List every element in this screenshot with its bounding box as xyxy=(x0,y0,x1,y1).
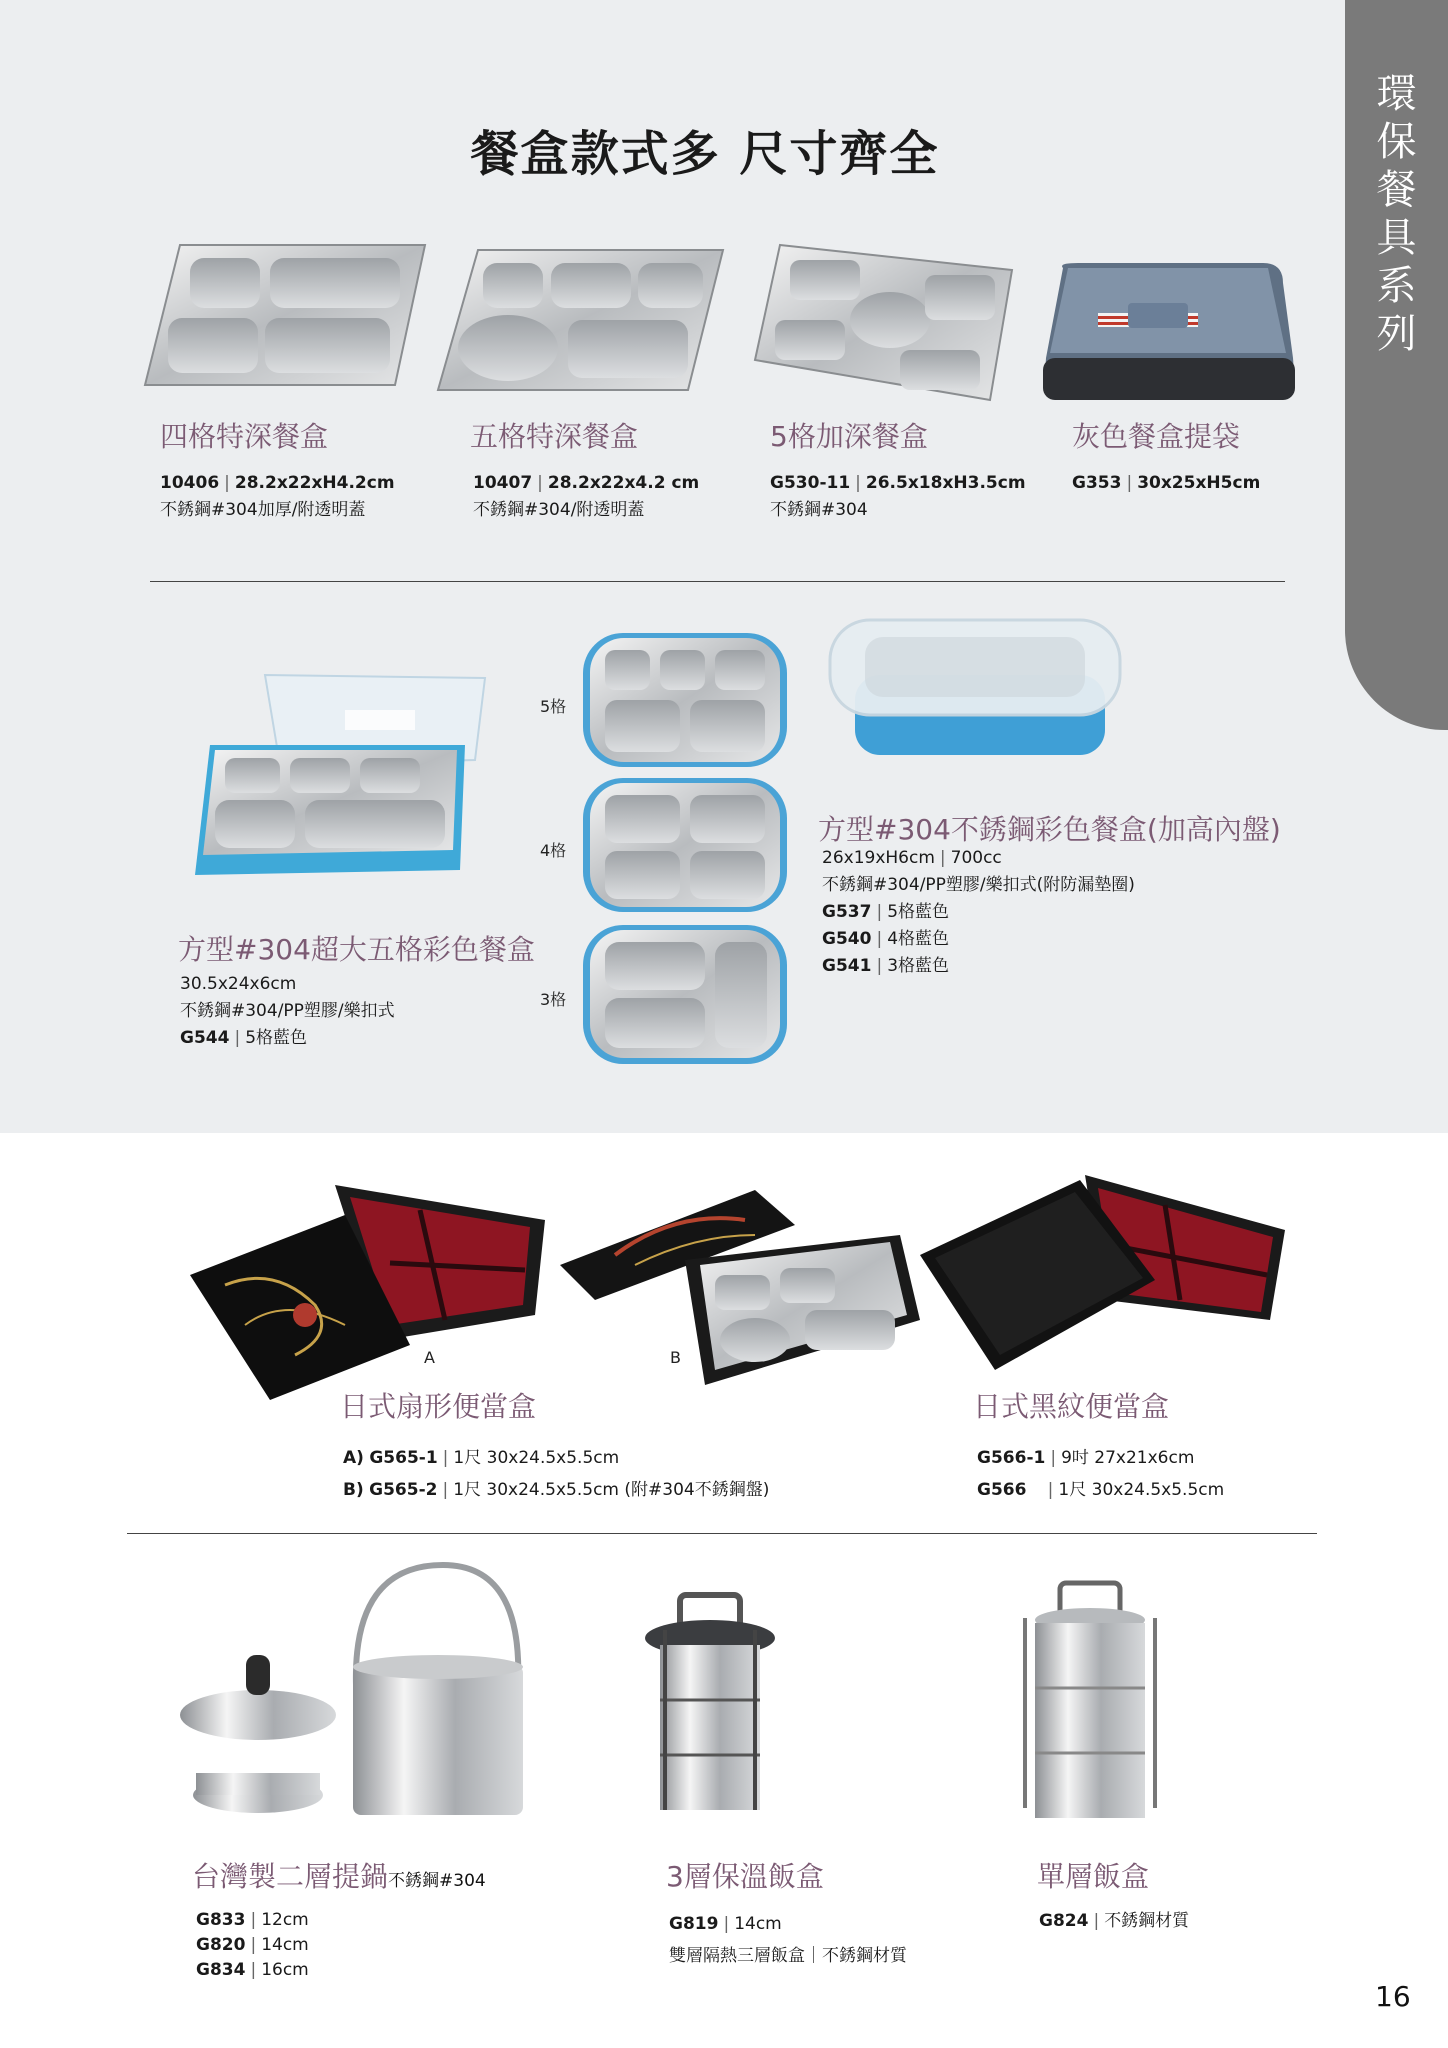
side-tab-char: 具 xyxy=(1376,215,1417,261)
product-desc: 1尺 30x24.5x5.5cm (附#304不銹鋼盤) xyxy=(453,1480,770,1500)
item-prefix: A) xyxy=(343,1448,364,1468)
product-code: G537 xyxy=(822,902,872,922)
product-title: 5格加深餐盒 xyxy=(770,420,928,453)
two-layer-carrier-pot-image xyxy=(178,1555,538,1825)
product-desc: 14cm xyxy=(734,1914,782,1934)
product-size: 26.5x18xH3.5cm xyxy=(865,473,1026,493)
single-layer-lunch-box-image xyxy=(1015,1578,1165,1828)
product-code: G566-1 xyxy=(977,1448,1046,1468)
product-material: 不銹鋼#304 xyxy=(770,500,868,520)
product-variant: 4格藍色 xyxy=(887,929,950,949)
grey-lunchbox-bag-image xyxy=(1038,258,1300,410)
product-code: G565-2 xyxy=(369,1480,438,1500)
product-title: 3層保溫飯盒 xyxy=(666,1860,824,1893)
side-tab-char: 餐 xyxy=(1376,167,1417,213)
product-title: 方型#304不銹鋼彩色餐盒(加高內盤) xyxy=(818,813,1281,846)
product-desc: 1尺 30x24.5x5.5cm xyxy=(1058,1480,1225,1500)
product-material: 不銹鋼#304/PP塑膠/樂扣式 xyxy=(180,1001,395,1021)
three-grid-inner-tray-image xyxy=(580,922,790,1067)
product-code: 10407 xyxy=(473,473,533,493)
side-tab-char: 系 xyxy=(1376,263,1417,309)
side-category-tab xyxy=(1345,0,1448,730)
side-tab-char: 保 xyxy=(1376,119,1417,165)
side-tab-char: 環 xyxy=(1376,71,1417,117)
product-material: 不銹鋼#304加厚/附透明蓋 xyxy=(160,500,366,520)
five-compartment-tray-image xyxy=(433,245,728,395)
product-code: G541 xyxy=(822,956,872,976)
product-title: 五格特深餐盒 xyxy=(470,420,639,453)
japanese-fan-bento-box-a-image xyxy=(185,1175,545,1400)
section-divider xyxy=(150,581,1285,582)
product-code: G544 xyxy=(180,1028,230,1048)
product-code: G820 xyxy=(196,1935,246,1955)
product-title: 灰色餐盒提袋 xyxy=(1072,420,1241,453)
product-spec: G353 | 30x25xH5cm xyxy=(1072,473,1261,493)
compartment-label: 3格 xyxy=(540,990,567,1009)
product-spec: G824 | 不銹鋼材質 xyxy=(1039,1911,1190,1931)
compartment-label: 4格 xyxy=(540,841,567,860)
deep-five-compartment-tray-image xyxy=(750,240,1015,405)
product-size: 30x25xH5cm xyxy=(1137,473,1261,493)
japanese-black-pattern-bento-box-image xyxy=(915,1170,1290,1385)
product-variant: 5格藍色 xyxy=(245,1028,308,1048)
product-code: G565-1 xyxy=(369,1448,438,1468)
product-desc: 14cm xyxy=(261,1935,309,1955)
japanese-fan-bento-box-b-image xyxy=(555,1180,925,1390)
product-spec: 26x19xH6cm | 700cc 不銹鋼#304/PP塑膠/樂扣式(附防漏墊圈) G537 | 5格藍色 G540 | 4格藍色 G541 | 3格藍色 xyxy=(822,848,1135,976)
product-title: 日式扇形便當盒 xyxy=(340,1390,537,1423)
side-tab-char: 列 xyxy=(1376,311,1417,357)
product-name: 台灣製二層提鍋 xyxy=(192,1860,389,1893)
three-layer-insulated-lunch-box-image xyxy=(640,1590,780,1820)
product-title: 單層飯盒 xyxy=(1037,1860,1150,1893)
product-desc: 1尺 30x24.5x5.5cm xyxy=(453,1448,620,1468)
product-spec: 10406 | 28.2x22xH4.2cm 不銹鋼#304加厚/附透明蓋 xyxy=(160,473,395,520)
product-code: G353 xyxy=(1072,473,1122,493)
product-spec: G530-11 | 26.5x18xH3.5cm 不銹鋼#304 xyxy=(770,473,1026,520)
product-desc: 不銹鋼材質 xyxy=(1104,1911,1190,1931)
product-note: 雙層隔熱三層飯盒｜不銹鋼材質 xyxy=(669,1946,907,1966)
large-five-compartment-color-box-image xyxy=(185,670,495,885)
product-title: 日式黑紋便當盒 xyxy=(973,1390,1170,1423)
raised-inner-tray-color-box-image xyxy=(825,615,1125,765)
product-code: G834 xyxy=(196,1960,246,1980)
item-prefix: B) xyxy=(343,1480,364,1500)
product-code: G566 xyxy=(977,1480,1027,1500)
product-code: 10406 xyxy=(160,473,220,493)
compartment-label: 5格 xyxy=(540,697,567,716)
product-variant: 5格藍色 xyxy=(887,902,950,922)
product-desc: 12cm xyxy=(261,1910,309,1930)
four-compartment-tray-image xyxy=(140,240,430,390)
product-variant: 3格藍色 xyxy=(887,956,950,976)
section-divider xyxy=(127,1533,1317,1534)
product-desc: 9吋 27x21x6cm xyxy=(1061,1448,1195,1468)
product-title: 方型#304超大五格彩色餐盒 xyxy=(178,933,535,966)
product-desc: 16cm xyxy=(261,1960,309,1980)
product-spec: G819 | 14cm 雙層隔熱三層飯盒｜不銹鋼材質 xyxy=(669,1914,907,1966)
five-grid-inner-tray-image xyxy=(580,630,790,770)
product-spec: G833 | 12cm G820 | 14cm G834 | 16cm xyxy=(196,1910,309,1980)
product-spec: 10407 | 28.2x22x4.2 cm 不銹鋼#304/附透明蓋 xyxy=(473,473,700,520)
product-title xyxy=(192,1855,486,1895)
product-size: 30.5x24x6cm xyxy=(180,974,297,994)
product-material: 不銹鋼#304/附透明蓋 xyxy=(473,500,645,520)
product-size: 26x19xH6cm xyxy=(822,848,935,868)
product-size: 28.2x22x4.2 cm xyxy=(547,473,700,493)
page-title: 餐盒款式多 尺寸齊全 xyxy=(470,126,940,182)
product-spec: G566-1 | 9吋 27x21x6cm G566 | 1尺 30x24.5x5.5cm xyxy=(977,1448,1225,1500)
product-spec: 30.5x24x6cm 不銹鋼#304/PP塑膠/樂扣式 G544 | 5格藍色 xyxy=(180,974,395,1048)
product-code: G819 xyxy=(669,1914,719,1934)
product-title: 四格特深餐盒 xyxy=(160,420,329,453)
product-code: G540 xyxy=(822,929,872,949)
product-code: G530-11 xyxy=(770,473,851,493)
page-number: 16 xyxy=(1375,1980,1411,2013)
product-material: 不銹鋼#304/PP塑膠/樂扣式(附防漏墊圈) xyxy=(822,875,1135,895)
product-size: 28.2x22xH4.2cm xyxy=(234,473,395,493)
variant-label-b: B xyxy=(670,1348,681,1367)
product-capacity: 700cc xyxy=(950,848,1002,868)
variant-label-a: A xyxy=(424,1348,435,1367)
product-spec: A) G565-1 | 1尺 30x24.5x5.5cm B) G565-2 | 1尺 30x24.5x5.5cm (附#304不銹鋼盤) xyxy=(343,1448,770,1500)
four-grid-inner-tray-image xyxy=(580,775,790,915)
product-material-suffix: 不銹鋼#304 xyxy=(388,1871,486,1891)
product-code: G833 xyxy=(196,1910,246,1930)
product-code: G824 xyxy=(1039,1911,1089,1931)
